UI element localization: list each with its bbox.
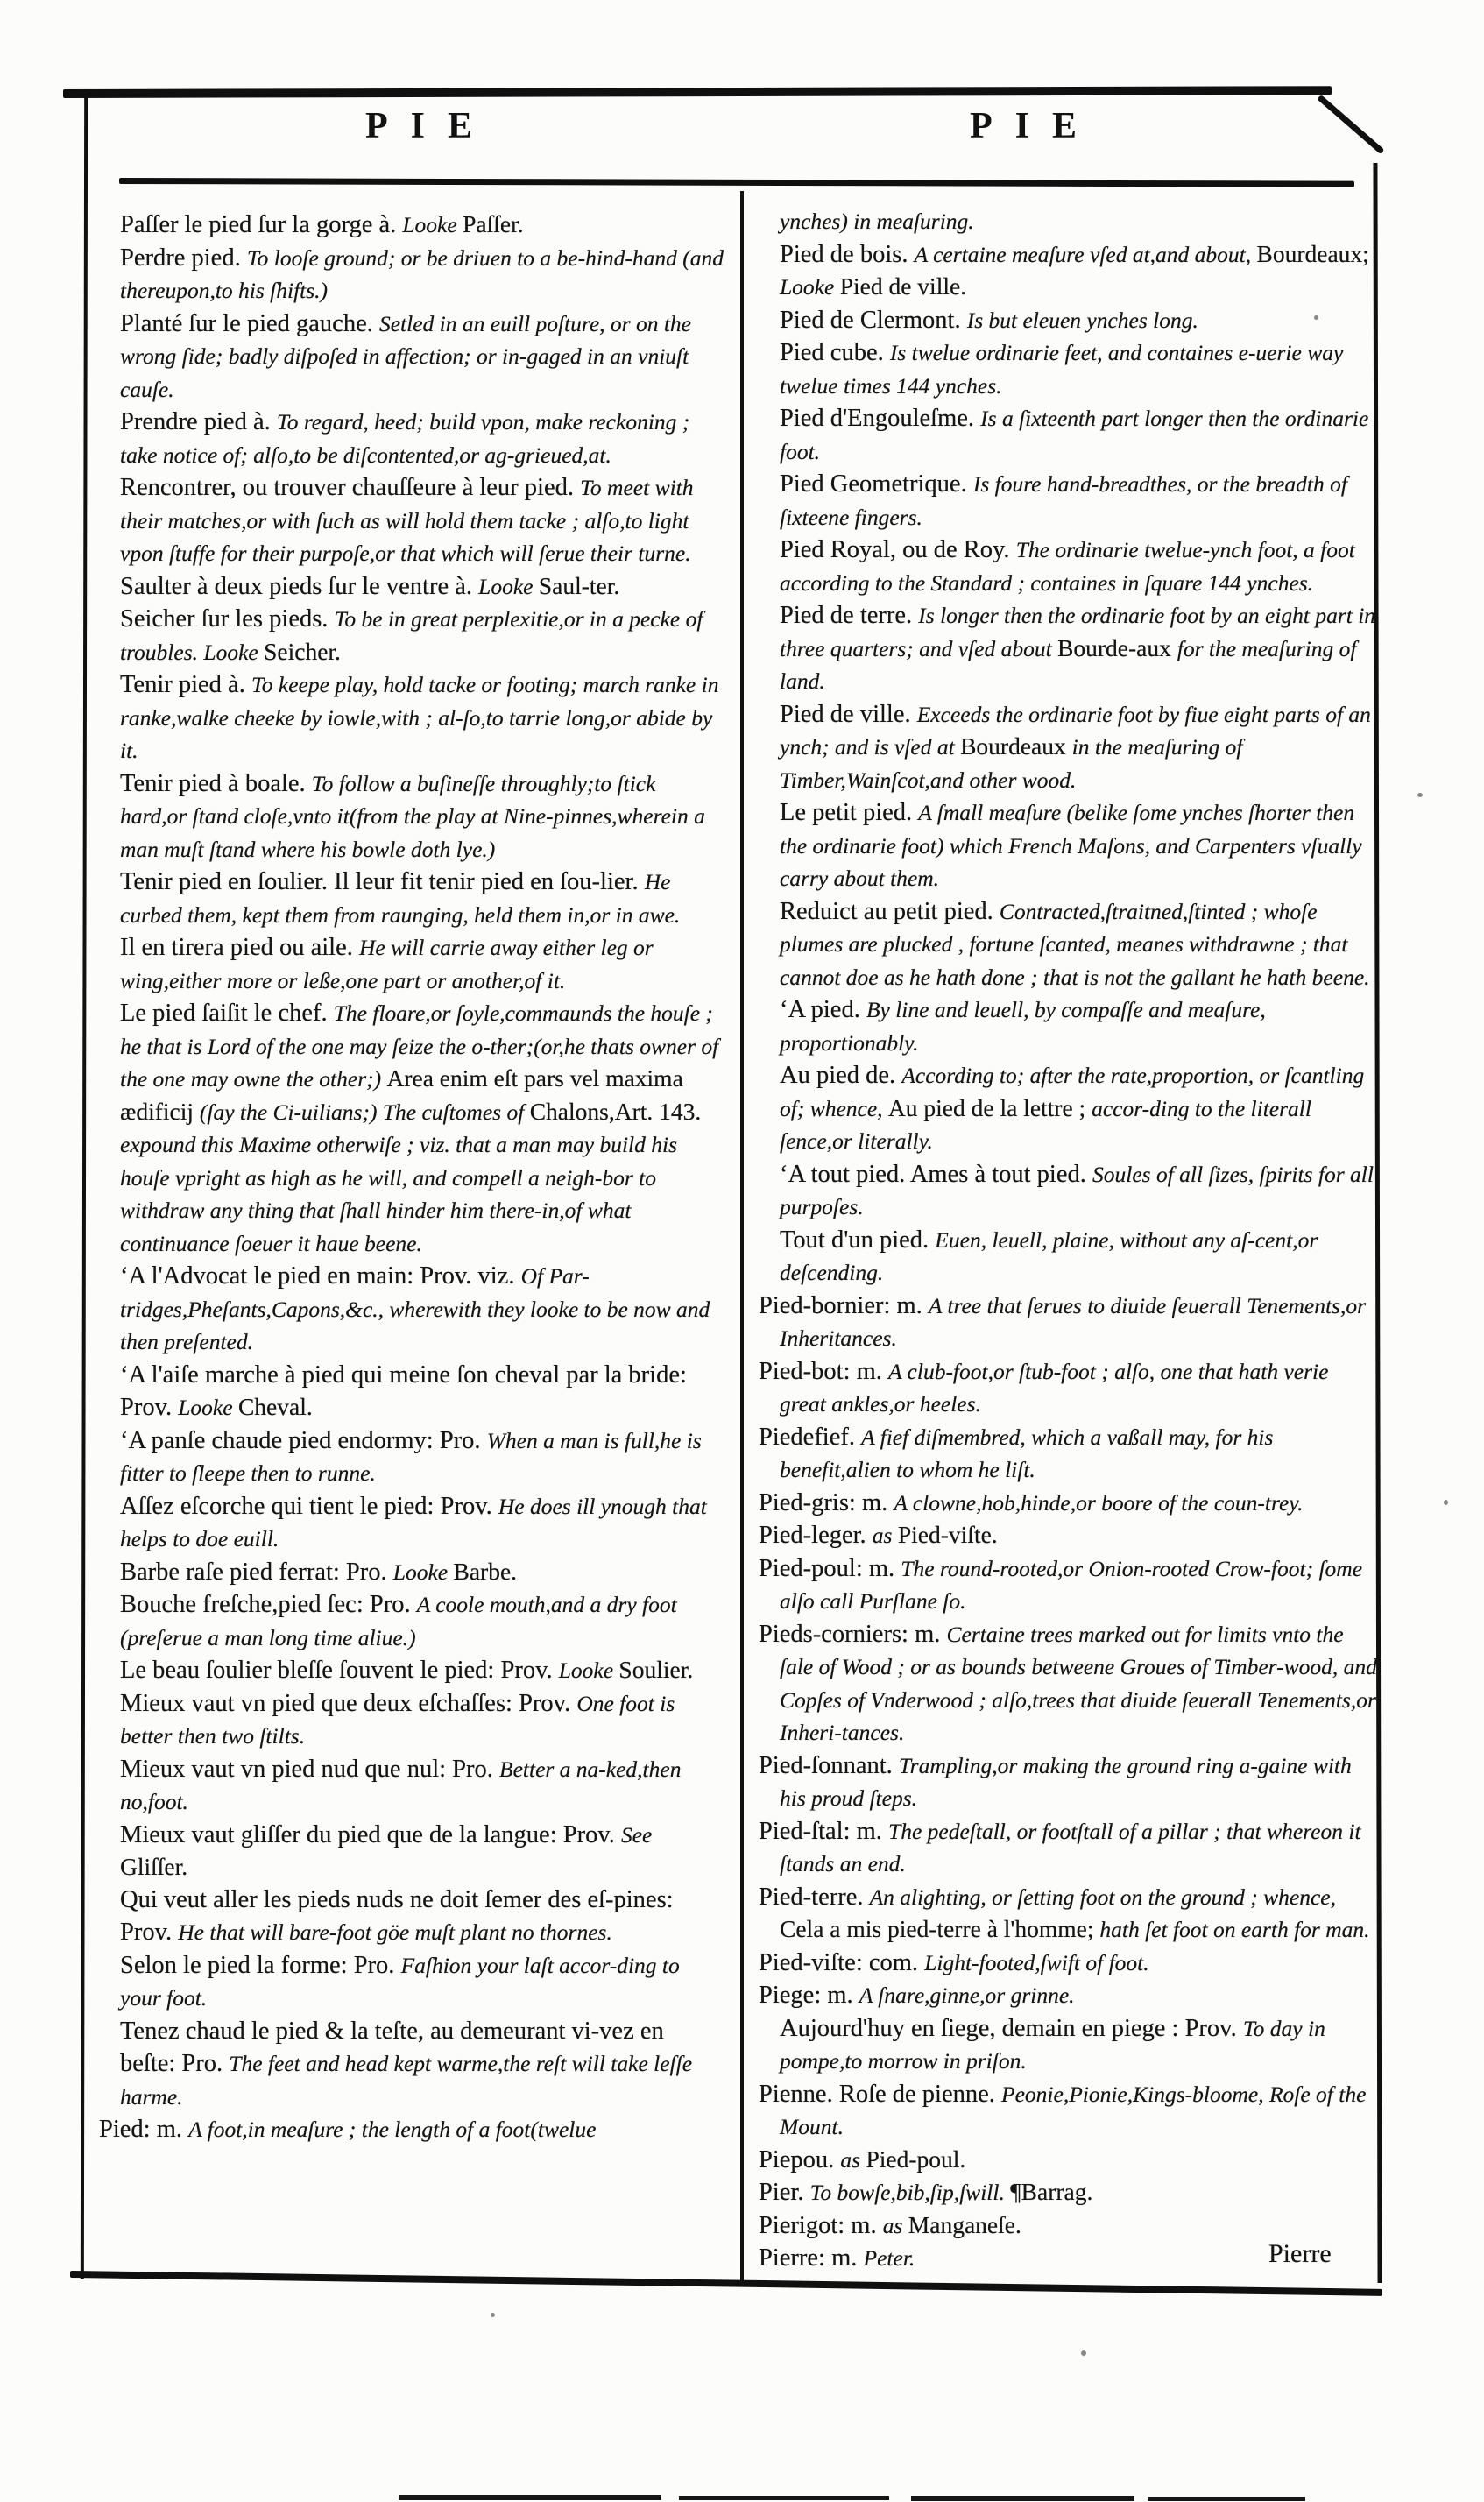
headword-text: Planté ſur le pied gauche.: [120, 309, 379, 337]
headword-text: Qui veut aller les pieds nuds ne doit ſemer des eſ-pines: Prov.: [120, 1885, 674, 1946]
headword-text: Paſſer.: [463, 210, 524, 237]
headword-text: Pied Royal, ou de Roy.: [780, 536, 1016, 563]
headword-text: Area enim eſt pars vel maxima ædificij: [120, 1064, 683, 1125]
dictionary-entry: [99, 1687, 724, 1753]
headword-text: Le petit pied.: [780, 799, 919, 826]
gloss-text: Setled in an euill poſture, or on the wrong ſide; badly diſpoſed in affection; or in-gaged in an vniuſt cauſe.: [120, 310, 691, 402]
gloss-text: as: [872, 1523, 898, 1548]
headword-text: ‘A pied.: [780, 996, 866, 1023]
dictionary-entry: [759, 238, 1377, 304]
gloss-text: Light-footed,ſwift of foot.: [924, 1949, 1149, 1975]
headword-text: Pierigot: m.: [759, 2211, 883, 2239]
headword-text: Au pied de.: [780, 1062, 902, 1089]
dictionary-entry: [759, 1749, 1377, 1815]
dictionary-entry: [99, 1884, 724, 1949]
headword-text: Pied-poul: m.: [759, 1554, 901, 1582]
gloss-text: Is twelue ordinarie feet, and containes e-uerie way twelue times 144 ynches.: [780, 340, 1344, 399]
dictionary-entry: [99, 242, 724, 307]
gloss-text: in the meaſuring of Timber,Wainſcot,and other wood.: [780, 734, 1243, 793]
headword-text: Bourdeaux: [960, 732, 1072, 760]
dictionary-entry: [759, 304, 1377, 337]
scan-edge-artifact: [399, 2495, 661, 2500]
dictionary-entry: [99, 1753, 724, 1819]
headword-text: Mieux vaut gliſſer du pied que de la langue: Prov.: [120, 1820, 621, 1848]
headword-text: Le pied ſaiſit le chef.: [120, 1000, 334, 1027]
headword-text: Seicher.: [264, 637, 341, 665]
gloss-text: as: [840, 2146, 866, 2173]
dictionary-entry: [99, 1359, 724, 1424]
gloss-text: One foot is better then two ſtilts.: [120, 1690, 675, 1749]
dictionary-entry: [759, 336, 1377, 402]
dictionary-entry: [99, 603, 724, 668]
dictionary-entry: [759, 1059, 1377, 1158]
gloss-text: A club-foot,or ſtub-foot ; alſo, one that hath verie great ankles,or heeles.: [780, 1358, 1329, 1417]
gloss-text: To looſe ground; or be driuen to a be-hind-hand (and thereupon,to his ſhifts.): [120, 244, 724, 303]
gloss-text: A fief diſmembred, which a vaßall may, for his benefit,alien to whom he liſt.: [780, 1424, 1274, 1482]
gloss-text: The feet and head kept warme,the reſt will take leſſe harme.: [120, 2051, 693, 2110]
gloss-text: Faſhion your laſt accor-ding to your foot.: [120, 1952, 680, 2011]
headword-text: Piedefief.: [759, 1423, 862, 1451]
gloss-text: The ordinarie twelue-ynch foot, a foot according to the Standard ; containes in ſquare 144 ynches.: [780, 537, 1355, 596]
dictionary-entry: [759, 468, 1377, 534]
running-head-right: PIE: [969, 106, 1099, 146]
headword-text: ‘A l'aiſe marche à pied qui meine ſon cheval par la bride: Prov.: [120, 1361, 687, 1421]
dictionary-entry: [759, 1552, 1377, 1618]
dictionary-entry: [759, 2012, 1377, 2078]
paper-speck: [491, 2313, 495, 2317]
headword-text: Pied-bot: m.: [759, 1357, 889, 1385]
dictionary-entry: [759, 2144, 1377, 2177]
gloss-text: Looke: [780, 274, 840, 300]
headword-text: Pied de ville.: [839, 272, 967, 300]
headword-text: Pied-bornier: m.: [759, 1291, 929, 1319]
headword-text: Piege: m.: [759, 1982, 859, 2009]
dictionary-entry: [759, 2209, 1377, 2243]
dictionary-entry: [99, 668, 724, 767]
headword-text: Saulter à deux pieds ſur le ventre à.: [120, 572, 479, 600]
headword-text: Pied d'Engouleſme.: [780, 405, 981, 432]
headword-text: Saul-ter.: [538, 571, 620, 599]
gloss-text: A coole mouth,and a dry foot (preſerue a man long time aliue.): [120, 1592, 677, 1650]
dictionary-entry: [99, 1490, 724, 1556]
gloss-text: The pedeſtall, or footſtall of a pillar ; that whereon it ſtands an end.: [780, 1818, 1361, 1876]
headword-text: Aſſez eſcorche qui tient le pied: Prov.: [120, 1492, 498, 1520]
running-head-left: PIE: [364, 106, 495, 146]
gloss-text: When a man is full,he is fitter to ſleepe then to runne.: [120, 1427, 702, 1486]
dictionary-entry: [759, 698, 1377, 797]
headword-text: Seicher ſur les pieds.: [120, 605, 335, 633]
gloss-text: Of Par-tridges,Pheſants,Capons,&c., wherewith they looke to be now and then preſented.: [120, 1263, 710, 1354]
dictionary-entry: [759, 1158, 1377, 1224]
gloss-text: (ſay the Ci-uilians;) The cuſtomes of: [199, 1099, 530, 1125]
dictionary-entry: [759, 1487, 1377, 1520]
headword-text: Gliſſer.: [120, 1853, 188, 1880]
gloss-text: To follow a buſineſſe throughly;to ſtick hard,or ſtand cloſe,vnto it(from the play at Nine-pinnes,wherein a man muſt ſtand where his bowle doth lye.): [120, 770, 705, 862]
headword-text: Pied-ſtal: m.: [759, 1817, 889, 1845]
headword-text: Manganeſe.: [908, 2210, 1021, 2238]
dictionary-entry: [99, 307, 724, 406]
dictionary-entry: [99, 570, 724, 604]
headword-text: Pied de bois.: [780, 240, 915, 268]
gloss-text: To meet with their matches,or with ſuch as will hold them tacke ; alſo,to light vpon ſtuffe for their purpoſe,or that which will ſerue their turne.: [120, 475, 694, 566]
headword-text: Pied de terre.: [780, 602, 919, 629]
headword-text: Reduict au petit pied.: [780, 897, 1000, 925]
dictionary-entry: [99, 406, 724, 471]
gloss-text: A clowne,hob,hinde,or boore of the coun-trey.: [894, 1489, 1304, 1516]
gloss-text: A certaine meaſure vſed at,and about,: [914, 241, 1257, 267]
dictionary-entry: [759, 796, 1377, 895]
dictionary-entry: [759, 1947, 1377, 1980]
headword-text: Soulier.: [618, 1656, 694, 1683]
headword-text: Pied-viſte: com.: [759, 1948, 925, 1976]
gloss-text: An alighting, or ſetting foot on the ground ; whence,: [869, 1884, 1336, 1910]
headword-text: Pied Geometrique.: [780, 470, 973, 498]
frame-top-corner-rule: [1317, 95, 1384, 154]
headword-text: ‘A tout pied. Ames à tout pied.: [780, 1160, 1093, 1188]
frame-left-rule: [81, 93, 88, 2279]
dictionary-entry: [759, 205, 1377, 238]
paper-speck: [1314, 315, 1318, 320]
dictionary-entry: [99, 1654, 724, 1687]
gloss-text: A tree that ſerues to diuide ſeuerall Tenements,or Inheritances.: [780, 1292, 1367, 1351]
gloss-text: Is a ſixteenth part longer then the ordinarie foot.: [780, 406, 1369, 464]
gloss-text: He will carrie away either leg or wing,either more or leße,one part or another,of it.: [120, 935, 654, 993]
gloss-text: Is foure hand-breadthes, or the breadth of ſixteene fingers.: [780, 471, 1347, 530]
dictionary-entry: [99, 866, 724, 931]
headword-text: Tenir pied à boale.: [120, 769, 312, 797]
gloss-text: accor-ding to the literall ſence,or literally.: [780, 1095, 1311, 1154]
gloss-text: He that will bare-foot göe muſt plant no thornes.: [178, 1919, 612, 1945]
headword-text: Pied cube.: [780, 339, 890, 366]
right-column: [759, 205, 1377, 2275]
headword-text: ‘A l'Advocat le pied en main: Prov. viz.: [120, 1262, 521, 1290]
headword-text: Bourde-aux: [1057, 633, 1177, 661]
dictionary-entry: [759, 599, 1377, 698]
headword-text: Mieux vaut vn pied nud que nul: Pro.: [120, 1755, 499, 1783]
gloss-text: Better a na-ked,then no,foot.: [120, 1756, 682, 1814]
headword-text: Pierre: m.: [759, 2244, 864, 2272]
headword-text: Au pied de la lettre ;: [887, 1093, 1092, 1121]
dictionary-entry: [99, 1949, 724, 2015]
headword-text: Bouche freſche,pied ſec: Pro.: [120, 1591, 417, 1618]
headword-text: Chalons,Art. 143.: [529, 1097, 702, 1125]
gloss-text: Looke: [392, 1558, 454, 1585]
gloss-text: Peonie,Pionie,Kings-bloome, Roſe of the Mount.: [780, 2081, 1367, 2139]
gloss-text: To keepe play, hold tacke or footing; march ranke in ranke,walke cheeke by iowle,with ; al-ſo,to tarrie long,or abide by it.: [120, 672, 719, 763]
gloss-text: Looke: [478, 573, 539, 599]
headword-text: Pied-gris: m.: [759, 1488, 894, 1516]
headword-text: ‘A panſe chaude pied endormy: Pro.: [120, 1426, 487, 1454]
dictionary-entry: [759, 1618, 1377, 1749]
headword-text: Prendre pied à.: [120, 408, 277, 435]
headword-text: Le beau ſoulier bleſſe ſouvent le pied: Prov.: [120, 1657, 559, 1684]
gloss-text: To regard, heed; build vpon, make reckoning ; take notice of; alſo,to be diſcontented,or ag-grieued,at.: [120, 409, 690, 468]
headword-text: Mieux vaut vn pied que deux eſchaſſes: Prov.: [120, 1689, 577, 1717]
gloss-text: Soules of all ſizes, ſpirits for all purpoſes.: [780, 1161, 1374, 1219]
headword-text: Rencontrer, ou trouver chauſſeure à leur pied.: [120, 474, 581, 501]
headword-text: Tenir pied en ſoulier. Il leur fit tenir pied en ſou-lier.: [120, 868, 645, 895]
frame-top-rule: [63, 86, 1332, 98]
gloss-text: The floare,or ſoyle,commaunds the houſe ; he that is Lord of the one may ſeize the o-ther;(or,he thats owner of the one may owne the other;): [120, 1000, 719, 1092]
gloss-text: He curbed them, kept them from raunging, held them in,or in awe.: [120, 869, 681, 928]
dictionary-entry: [759, 1290, 1377, 1355]
dictionary-entry: [759, 1355, 1377, 1421]
gloss-text: as: [882, 2212, 908, 2238]
dictionary-entry: [759, 1421, 1377, 1487]
headword-text: Barbe raſe pied ferrat: Pro.: [120, 1558, 393, 1586]
left-column: [99, 208, 724, 2146]
gloss-text: A foot,in meaſure ; the length of a foot(twelue: [188, 2117, 597, 2142]
dictionary-entry: [99, 997, 724, 1260]
dictionary-entry: [759, 534, 1377, 599]
gloss-text: According to; after the rate,proportion, or ſcantling of; whence,: [780, 1063, 1365, 1121]
gloss-text: By line and leuell, by compaſſe and meaſure, proportionably.: [780, 997, 1266, 1056]
gloss-text: Looke: [402, 212, 463, 237]
dictionary-entry: [99, 931, 724, 997]
gloss-text: ynches) in meaſuring.: [780, 208, 974, 234]
gloss-text: Looke: [178, 1395, 238, 1420]
gloss-text: Euen, leuell, plaine, without any aſ-cent,or deſcending.: [780, 1226, 1318, 1285]
dictionary-entry: [99, 1260, 724, 1359]
paper-speck: [1417, 793, 1423, 797]
headword-text: Pied: m.: [99, 2116, 189, 2143]
dictionary-entry: [759, 1519, 1377, 1552]
dictionary-entry: [99, 1424, 724, 1490]
dictionary-entry: [99, 208, 724, 242]
headword-text: Il en tirera pied ou aile.: [120, 934, 360, 961]
headword-text: Tenez chaud le pied & la teſte, au demeurant vi-vez en beſte: Pro.: [120, 2017, 664, 2077]
gloss-text: Is longer then the ordinarie foot by an eight part in three quarters; and vſed about: [780, 603, 1376, 661]
headword-text: Pied de Clermont.: [780, 306, 967, 334]
headword-text: Pied-terre.: [759, 1883, 870, 1911]
headword-text: Pied de ville.: [780, 700, 917, 728]
gloss-text: Trampling,or making the ground ring a-gaine with his proud ſteps.: [780, 1752, 1352, 1811]
gloss-text: A ſnare,ginne,or grinne.: [859, 1983, 1075, 2008]
gloss-text: He does ill ynough that helps to doe euill.: [120, 1493, 707, 1551]
headword-text: Pied-poul.: [866, 2145, 966, 2173]
dictionary-entry: [759, 1815, 1377, 1881]
gloss-text: Is but eleuen ynches long.: [966, 307, 1198, 333]
headword-text: Tout d'un pied.: [780, 1226, 936, 1254]
gloss-text: hath ſet foot on earth for man.: [1099, 1917, 1370, 1942]
dictionary-entry: [99, 1556, 724, 1589]
paper-speck: [1081, 2350, 1086, 2356]
dictionary-entry: [99, 1819, 724, 1884]
gloss-text: Looke: [558, 1657, 619, 1683]
headword-text: Cela a mis pied-terre à l'homme;: [780, 1915, 1100, 1942]
column-divider-rule: [740, 191, 744, 2283]
dictionary-entry: [759, 895, 1377, 994]
headword-text: Pieds-corniers: m.: [759, 1620, 947, 1648]
headword-text: Bourdeaux;: [1256, 239, 1369, 267]
headword-text: Pied-ſonnant.: [759, 1751, 899, 1779]
gloss-text: The round-rooted,or Onion-rooted Crow-foot; ſome alſo call Purſlane ſo.: [780, 1555, 1363, 1614]
headword-text: Pied-leger.: [759, 1522, 873, 1549]
gloss-text: Contracted,ſtraitned,ſtinted ; whoſe plumes are plucked , fortune ſcanted, meanes withdrawne ; that cannot doe as he hath done ; that is not the gallant he hath beene.: [780, 898, 1370, 990]
dictionary-entry: [759, 2078, 1377, 2144]
gloss-text: Peter.: [863, 2245, 915, 2271]
headword-text: Cheval.: [237, 1393, 313, 1420]
catchword: Pierre: [1268, 2239, 1332, 2268]
gloss-text: To be in great perplexitie,or in a pecke of troubles. Looke: [120, 606, 703, 665]
gloss-text: To bowſe,bib,ſip,ſwill.: [809, 2180, 1011, 2205]
scan-edge-artifact: [1148, 2497, 1305, 2501]
headword-text: Perdre pied.: [120, 244, 247, 272]
dictionary-entry: [759, 1979, 1377, 2012]
dictionary-entry: [99, 2113, 724, 2146]
gloss-text: for the meaſuring of land.: [780, 635, 1357, 694]
gloss-text: expound this Maxime otherwiſe ; viz. that a man may build his houſe vpright as high as he will, and compell a neigh-bor to withdraw any thing that ſhall hinder him there-in,of what continuance ſoeuer it haue beene.: [120, 1132, 677, 1256]
dictionary-entry: [759, 1881, 1377, 1947]
dictionary-entry: [99, 767, 724, 866]
headword-text: Pied-viſte.: [897, 1521, 998, 1548]
scan-edge-artifact: [911, 2496, 1134, 2501]
headword-text: Pier.: [759, 2179, 810, 2206]
dictionary-entry: [759, 1224, 1377, 1290]
dictionary-entry: [99, 471, 724, 570]
dictionary-entry: [759, 993, 1377, 1059]
headword-text: Pienne. Roſe de pienne.: [759, 2080, 1002, 2108]
headword-text: Aujourd'huy en ſiege, demain en piege : Prov.: [780, 2014, 1243, 2042]
headword-text: Tenir pied à.: [120, 671, 251, 698]
headword-text: ¶Barrag.: [1010, 2178, 1093, 2205]
gloss-text: See: [620, 1821, 653, 1848]
dictionary-entry: [759, 402, 1377, 468]
headword-text: Barbe.: [453, 1557, 518, 1585]
paper-speck: [1444, 1500, 1448, 1505]
headword-text: Paſſer le pied ſur la gorge à.: [120, 211, 403, 238]
headword-text: Selon le pied la forme: Pro.: [120, 1951, 401, 1979]
dictionary-entry: [99, 2015, 724, 2114]
gloss-text: Certaine trees marked out for limits vnto the ſale of Wood ; or as bounds betweene Groues of Timber-wood, and Copſes of Vnderwood ; alſo,trees that diuide ſeuerall Tenements,or Inheri-tances.: [780, 1621, 1377, 1745]
gloss-text: A ſmall meaſure (belike ſome ynches ſhorter then the ordinarie foot) which French Maſons, and Carpenters vſually carry about them.: [780, 800, 1362, 891]
headword-text: Piepou.: [759, 2145, 841, 2173]
header-underline-rule: [119, 178, 1354, 187]
scan-edge-artifact: [679, 2496, 889, 2500]
dictionary-entry: [99, 1588, 724, 1654]
dictionary-entry: [759, 2176, 1377, 2209]
gloss-text: To day in pompe,to morrow in priſon.: [780, 2015, 1325, 2074]
gloss-text: Exceeds the ordinarie foot by fiue eight parts of an ynch; and is vſed at: [780, 701, 1371, 760]
